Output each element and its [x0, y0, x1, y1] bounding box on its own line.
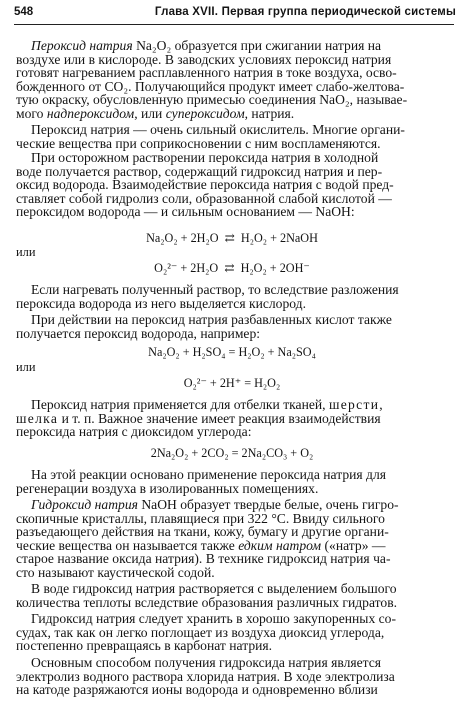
- paragraph-electrolysis: Основным способом получения гидроксида натрия является электролиз водного раствора хлорида натрия. В ходе электролиза на катоде разряжаются ионы водорода и одновременно вблизи: [16, 655, 395, 698]
- paragraph-text: , или: [134, 105, 166, 121]
- paragraph-text: NaOH образует твердые белые, очень гигро- скопичные кристаллы, плавящиеся при 322 °C. Ввиду сильного разъедающего действия на ткани, кожу, бумагу и другие органи- ческие вещества он называется также: [16, 497, 399, 553]
- equation-hydrolysis: Na₂O₂ + 2H₂O ⇄ H₂O₂ + 2NaOH: [146, 231, 318, 245]
- paragraph-bleaching: [16, 398, 448, 439]
- term-sodium-peroxide: Пероксид натрия: [31, 38, 133, 53]
- paragraph-hydrolysis: При осторожном растворении пероксида натрия в холодной воде получается раствор, содержащий гидроксид натрия и пер- оксид водорода. Взаимодействие пероксида натрия с водой пред- ставляет собой гидролиз соли, образованной слабой кислотой — пероксидом водорода — и сильным основанием — NaOH:: [16, 150, 394, 220]
- paragraph-sodium-peroxide: [16, 39, 448, 121]
- paragraph-storage: Гидроксид натрия следует хранить в хорошо закупоренных со- судах, так как он легко поглощает из воздуха диоксид углерода, постепенно превращаясь в карбонат натрия.: [16, 611, 396, 654]
- equation-ionic-acid: O₂²⁻ + 2H⁺ = H₂O₂: [183, 376, 281, 390]
- paragraph-text: («натр» — старое название оксида натрия). В технике гидроксид натрия ча- сто называют каустической содой.: [16, 537, 391, 580]
- paragraph-oxidizer: Пероксид натрия — очень сильный окислитель. Многие органи- ческие вещества при соприкосновении с ним воспламеняются.: [16, 122, 405, 151]
- running-title: Глава XVII. Первая группа периодической системы: [154, 6, 456, 18]
- term-caustic-soda: едким натром: [238, 537, 322, 553]
- paragraph-text: Пероксид натрия применяется для отбелки тканей,: [31, 397, 329, 412]
- equation-co2-reaction: 2Na₂O₂ + 2CO₂ = 2Na₂CO₃ + O₂: [150, 446, 314, 460]
- spaced-text: шерсти, шелка: [16, 397, 384, 426]
- connector-or: или: [16, 360, 36, 374]
- term-superoxide: супероксидом: [165, 105, 245, 121]
- paragraph-text: Na₂O₂ образуется при сжигании натрия на воздухе или в кислороде. В заводских условиях пероксид натрия готовят нагреванием расплавленного натрия в токе воздуха, осво- божденного от CO₂. Получающийся продукт имеет слабо-желтова- тую окраску, обусловленную примесью соединения NaO₂, называе- мого: [16, 38, 408, 121]
- paragraph-sodium-hydroxide: [16, 498, 448, 580]
- page-number: 548: [14, 6, 34, 18]
- paragraph-text: , натрия.: [244, 105, 295, 121]
- connector-or: или: [16, 245, 36, 259]
- term-nadperoxide: надпероксидом: [46, 105, 135, 121]
- equation-ionic-hydrolysis: O₂²⁻ + 2H₂O ⇄ H₂O₂ + 2OH⁻: [154, 261, 310, 275]
- paragraph-air-regeneration: На этой реакции основано применение пероксида натрия для регенерации воздуха в изолированных помещениях.: [16, 467, 386, 496]
- equation-acid-reaction: Na₂O₂ + H₂SO₄ = H₂O₂ + Na₂SO₄: [148, 345, 316, 359]
- paragraph-text: и т. п. Важное значение имеет реакция взаимодействия пероксида натрия с диоксидом углерода:: [16, 410, 381, 440]
- paragraph-dissolution: В воде гидроксид натрия растворяется с выделением большого количества теплоты вследствие образования различных гидратов.: [16, 581, 398, 610]
- term-sodium-hydroxide: Гидроксид натрия: [31, 497, 138, 512]
- page-header: [14, 6, 456, 22]
- header-rule: [14, 24, 454, 25]
- paragraph-acids: При действии на пероксид натрия разбавленных кислот также получается пероксид водорода, например:: [16, 312, 392, 341]
- paragraph-decomposition: Если нагревать полученный раствор, то вследствие разложения пероксида водорода из него выделяется кислород.: [16, 282, 399, 311]
